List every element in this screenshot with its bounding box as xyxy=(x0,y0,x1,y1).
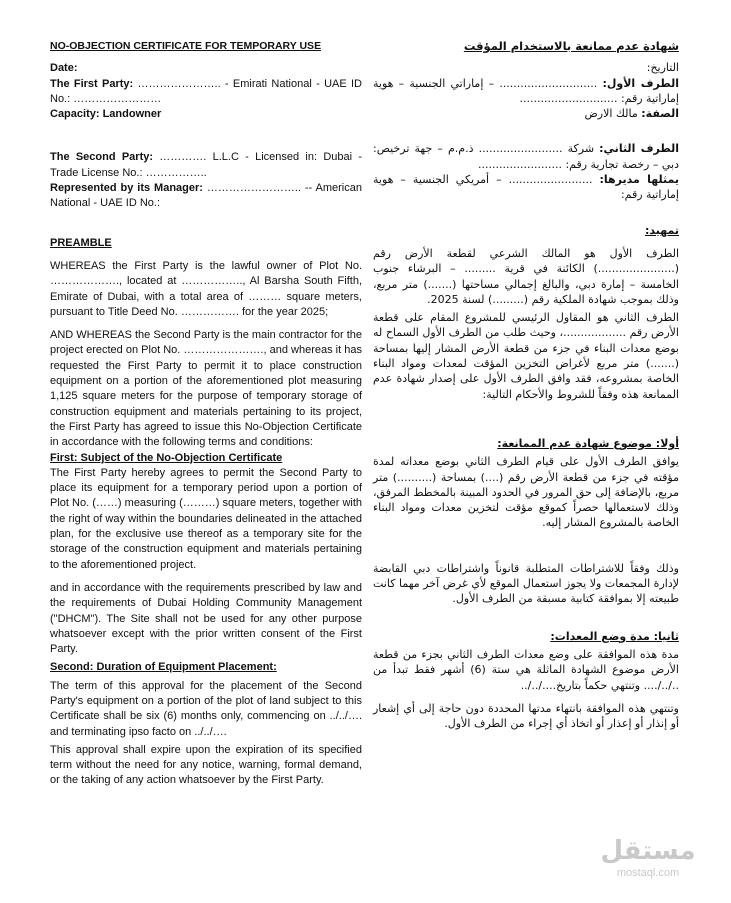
english-column xyxy=(50,39,362,789)
english-first-party xyxy=(50,77,362,108)
english-second-party-text: …………. L.L.C - Licensed in: Dubai - Trade License No.: …………….. xyxy=(50,151,362,179)
watermark-arabic: مستقل xyxy=(600,836,696,866)
arabic-first-party xyxy=(373,76,679,107)
english-manager xyxy=(50,181,362,212)
english-preamble-p1: WHEREAS the First Party is the lawful owner of Plot No. ………………., located at …………….., Al Barsha South Fifth, Emirate of Dubai, with a total area of ……… square meters, pursuant to Title Deed No. ……………. for the year 2025; xyxy=(50,259,362,318)
english-first-p1: The First Party hereby agrees to permit the Second Party to place its equipment for a temporary period upon a portion of Plot No. (……) measuring (………) square meters, together with the right of way within the boundaries delineated in the attached plan, for the exclusive use thereof as a temporary site for the storage of the construction equipment and materials pertaining to the aforementioned project. xyxy=(50,466,362,571)
arabic-column xyxy=(373,39,679,731)
arabic-first-p2: وذلك وفقاً للاشتراطات المتطلبة قانوناً واشتراطات دبي القابضة لإدارة المجمعات ولا يجوز استعمال الموقع لأي غرض آخر مهما كانت طبيعته إلا بموافقة كتابية مسبقة من الطرف الأول. xyxy=(373,561,679,606)
english-first-title: First: Subject of the No-Objection Certificate xyxy=(50,451,283,464)
arabic-preamble-p1: الطرف الأول هو المالك الشرعي لقطعة الأرض رقم (......................) الكائنة في قرية ......... – البرشاء جنوب الخامسة – إمارة دبي، والبالغ إجمالي مساحتها (.......) متر مربع، وذلك بموجب شهادة الملكية رقم (.........) لسنة 2025. xyxy=(373,246,679,306)
english-capacity: Capacity: Landowner xyxy=(50,108,162,121)
arabic-manager-text: ........................ – أمريكي الجنسية – هوية إماراتية رقم: xyxy=(373,173,679,202)
arabic-second-party-label: الطرف الثاني: xyxy=(599,142,680,156)
english-preamble-title: PREAMBLE xyxy=(50,236,112,249)
english-second-title: Second: Duration of Equipment Placement: xyxy=(50,661,277,674)
english-date-label: Date: xyxy=(50,62,78,75)
arabic-date-label: التاريخ: xyxy=(646,61,679,75)
english-first-party-label: The First Party: xyxy=(50,77,134,90)
english-manager-text: …………………….. -- American National - UAE ID No.: xyxy=(50,182,362,210)
arabic-second-p2: وتنتهي هذه الموافقة بانتهاء مدتها المحددة دون حاجة إلى أي إشعار أو إنذار أو إعذار أو اتخاذ أي إجراء من الطرف الأول. xyxy=(373,701,679,731)
arabic-preamble-title: تمهيد: xyxy=(644,223,679,237)
arabic-first-party-text: ............................ – إماراتي الجنسية – هوية إماراتية رقم: ............................ xyxy=(373,76,679,105)
arabic-capacity-label: الصفة: xyxy=(641,107,679,121)
english-title: NO-OBJECTION CERTIFICATE FOR TEMPORARY USE xyxy=(50,40,322,52)
arabic-capacity xyxy=(373,106,679,121)
english-second-party xyxy=(50,150,362,181)
arabic-manager xyxy=(373,172,679,203)
english-preamble-p2: AND WHEREAS the Second Party is the main contractor for the project erected on Plot No. …………………., and whereas it has requested the First Party to permit it to place construction equipment on a portion of the aforementioned plot measuring 1,125 square meters for the purpose of temporary storage of construction equipment and materials pertaining to its project, the First Party has agreed to issue this No-Objection Certificate in accordance with the following terms and conditions: xyxy=(50,329,362,449)
watermark-latin: mostaql.com xyxy=(616,867,680,879)
english-second-p2: This approval shall expire upon the expiration of its specified term without the need for any notice, warning, formal demand, or the taking of any action whatsoever by the First Party. xyxy=(50,743,362,787)
english-first-party-text: ………………….. - Emirati National - UAE ID No.: …………………… xyxy=(50,77,362,105)
arabic-preamble-p2: الطرف الثاني هو المقاول الرئيسي للمشروع المقام على قطعة الأرض رقم ..................، وحيث طلب من الطرف الأول السماح له بوضع معدات البناء في جزء من قطعة الأرض المشار إليها بمساحة (.......) متر مربع لأغراض التخزين المؤقت لمعدات ومواد البناء الخاصة بمشروعه، فقد وافق الطرف الأول على إصدار شهادة عدم الممانعة هذه وفقاً للشروط والأحكام التالية: xyxy=(373,311,679,401)
english-manager-label: Represented by its Manager: xyxy=(50,182,203,195)
arabic-second-party xyxy=(373,141,679,172)
arabic-first-title: أولا: موضوع شهادة عدم الممانعة: xyxy=(497,436,679,450)
mostaql-watermark xyxy=(588,836,708,896)
english-second-party-label: The Second Party: xyxy=(50,151,154,164)
arabic-second-p1: مدة هذه الموافقة على وضع معدات الطرف الثاني بجزء من قطعة الأرض موضوع الشهادة الماثلة هي ستة (6) أشهر فقط تبدأ من ../../.... وتنتهي حكماً بتاريخ..../../.. xyxy=(373,647,679,692)
english-second-p1: The term of this approval for the placement of the Second Party's equipment on a portion of the plot of land subject to this Certificate shall be six (6) months only, commencing on ../../…. and terminating ipso facto on ../../…. xyxy=(50,679,362,738)
arabic-capacity-text: مالك الارض xyxy=(584,107,642,121)
arabic-manager-label: يمثلها مديرها: xyxy=(599,173,679,187)
arabic-second-title: ثانيا: مدة وضع المعدات: xyxy=(550,629,679,643)
arabic-second-party-text: شركة ........................ ذ.م.م – جهة ترخيص: دبي – رخصة تجارية رقم: ........................ xyxy=(373,142,679,171)
english-first-p2: and in accordance with the requirements prescribed by law and the requirements of Dubai Holding Community Management ("DHCM"). The Site shall not be used for any other purpose whatsoever except with the prior written consent of the First Party. xyxy=(50,581,362,656)
arabic-title: شهادة عدم ممانعة بالاستخدام المؤقت xyxy=(463,39,679,53)
arabic-first-p1: يوافق الطرف الأول على قيام الطرف الثاني بوضع معداته لمدة مؤقته في جزء من قطعة الأرض رقم (....) بمساحة (..........) متر مربع، بالإضافة إلى حق المرور في الحدود المبينة بالمخطط المرفق، وذلك لاستعمالها حصراً كموقع مؤقت لتخزين معدات ومواد البناء الخاصة بالمشروع المشار إليه. xyxy=(373,455,679,530)
arabic-first-party-label: الطرف الأول: xyxy=(602,76,679,90)
